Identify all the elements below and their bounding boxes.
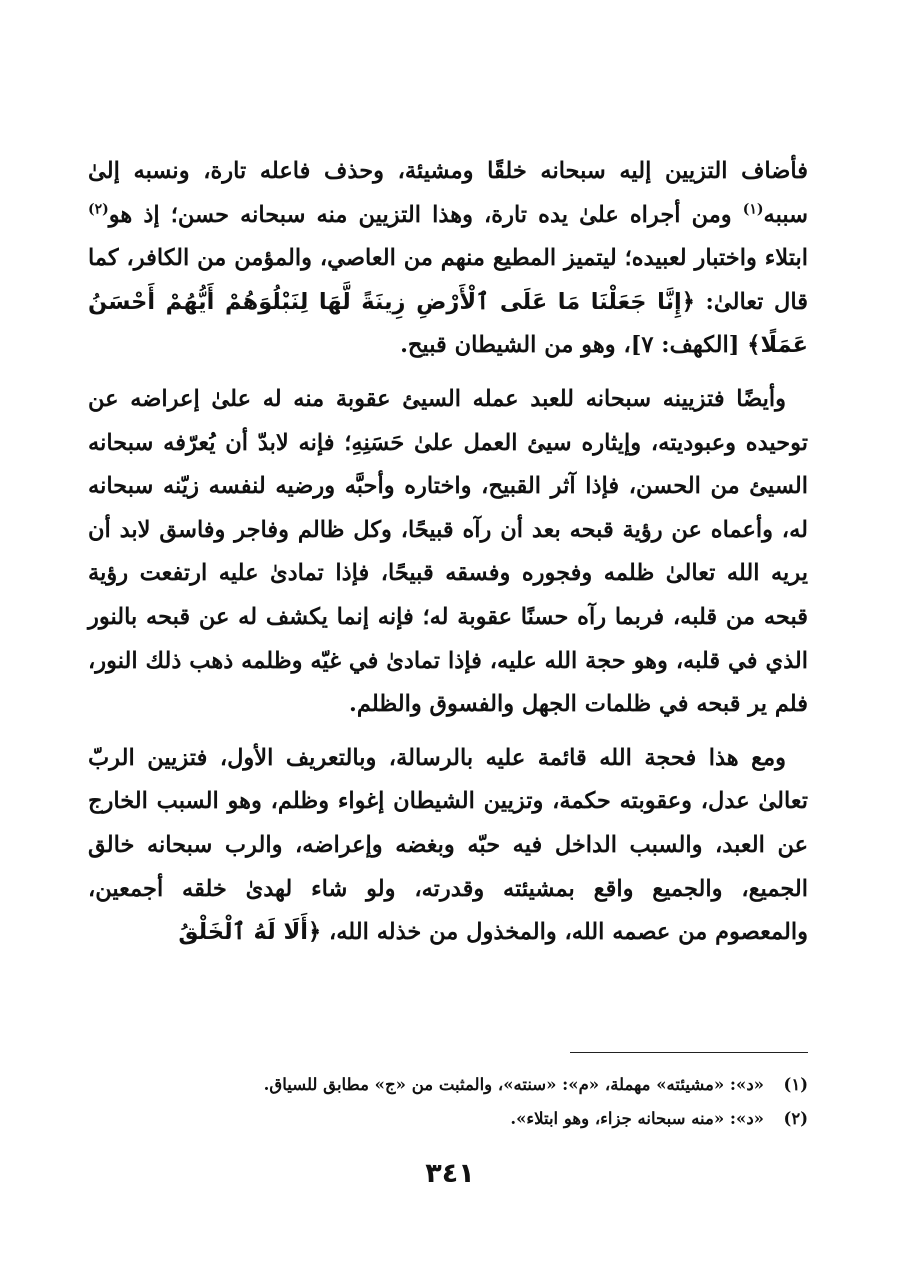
quran-verse-2: ﴿أَلَا لَهُ ٱلْخَلْقُ <box>178 919 322 946</box>
paragraph-1-part-a: فأضاف التزيين إليه سبحانه خلقًا ومشيئة، وحذف فاعله تارة، ونسبه إلىٰ سببه <box>88 158 808 228</box>
paragraph-3 <box>88 737 808 955</box>
footnotes <box>88 1068 808 1136</box>
footnote-2-text: «د»: «منه سبحانه جزاء، وهو ابتلاء». <box>510 1109 764 1128</box>
footnote-1 <box>88 1068 808 1102</box>
footnote-2 <box>88 1102 808 1136</box>
footnote-1-number: (١) <box>783 1075 808 1094</box>
footnote-1-text: «د»: «مشيئته» مهملة، «م»: «سنته»، والمثبت من «ج» مطابق للسياق. <box>263 1075 764 1094</box>
paragraph-3-part-a: ومع هذا فحجة الله قائمة عليه بالرسالة، وبالتعريف الأول، فتزيين الربّ تعالىٰ عدل، وعقوبته حكمة، وتزيين الشيطان إغواء وظلم، وهو السبب الخارج عن العبد، والسبب الداخل فيه حبّه وبغضه وإعراضه، والرب سبحانه خالق الجميع، والجميع واقع بمشيئته وقدرته، ولو شاء لهدىٰ خلقه أجمعين، والمعصوم من عصمه الله، والمخذول من خذله الله، <box>88 744 808 946</box>
footnote-ref-2[interactable]: (٢) <box>88 201 109 218</box>
quran-verse-1: ﴿إِنَّا جَعَلْنَا مَا عَلَى ٱلْأَرْضِ زِينَةً لَّهَا لِنَبْلُوَهُمْ أَيُّهُمْ أَحْسَنُ عَمَلًا﴾ <box>88 288 808 359</box>
main-text <box>88 150 808 955</box>
footnote-ref-1[interactable]: (١) <box>742 201 764 218</box>
paragraph-1-part-b: ومن أجراه علىٰ يده تارة، وهذا التزيين منه سبحانه حسن؛ إذ هو <box>108 201 743 228</box>
page-number: ٣٤١ <box>425 1158 475 1189</box>
paragraph-2: وأيضًا فتزيينه سبحانه للعبد عمله السيئ عقوبة منه له علىٰ إعراضه عن توحيده وعبوديته، وإيثاره سيئ العمل علىٰ حَسَنِهِ؛ فإنه لابدّ أن يُعرّفه سبحانه السيئ من الحسن، فإذا آثر القبيح، واختاره وأحبَّه ورضيه لنفسه زيّنه سبحانه له، وأعماه عن رؤية قبحه بعد أن رآه قبيحًا، وكل ظالم وفاجر وفاسق لابد أن يريه الله تعالىٰ ظلمه وفجوره وفسقه قبيحًا، فإذا تمادىٰ عليه ارتفعت رؤية قبحه من قلبه، فربما رآه حسنًا عقوبة له؛ فإنه إنما يكشف له عن قبحه بالنور الذي في قلبه، وهو حجة الله عليه، فإذا تمادىٰ في غيّه وظلمه ذهب ذلك النور، فلم ير قبحه في ظلمات الجهل والفسوق والظلم. <box>88 385 808 718</box>
paragraph-1-part-d: [الكهف: ٧]، وهو من الشيطان قبيح. <box>400 332 748 359</box>
paragraph-1-part-c: ابتلاء واختبار لعبيده؛ ليتميز المطيع منهم من العاصي، والمؤمن من الكافر، كما قال تعالىٰ: <box>88 245 809 315</box>
paragraph-1 <box>88 150 808 368</box>
footnote-2-number: (٢) <box>783 1109 808 1128</box>
footnote-divider <box>570 1052 808 1053</box>
